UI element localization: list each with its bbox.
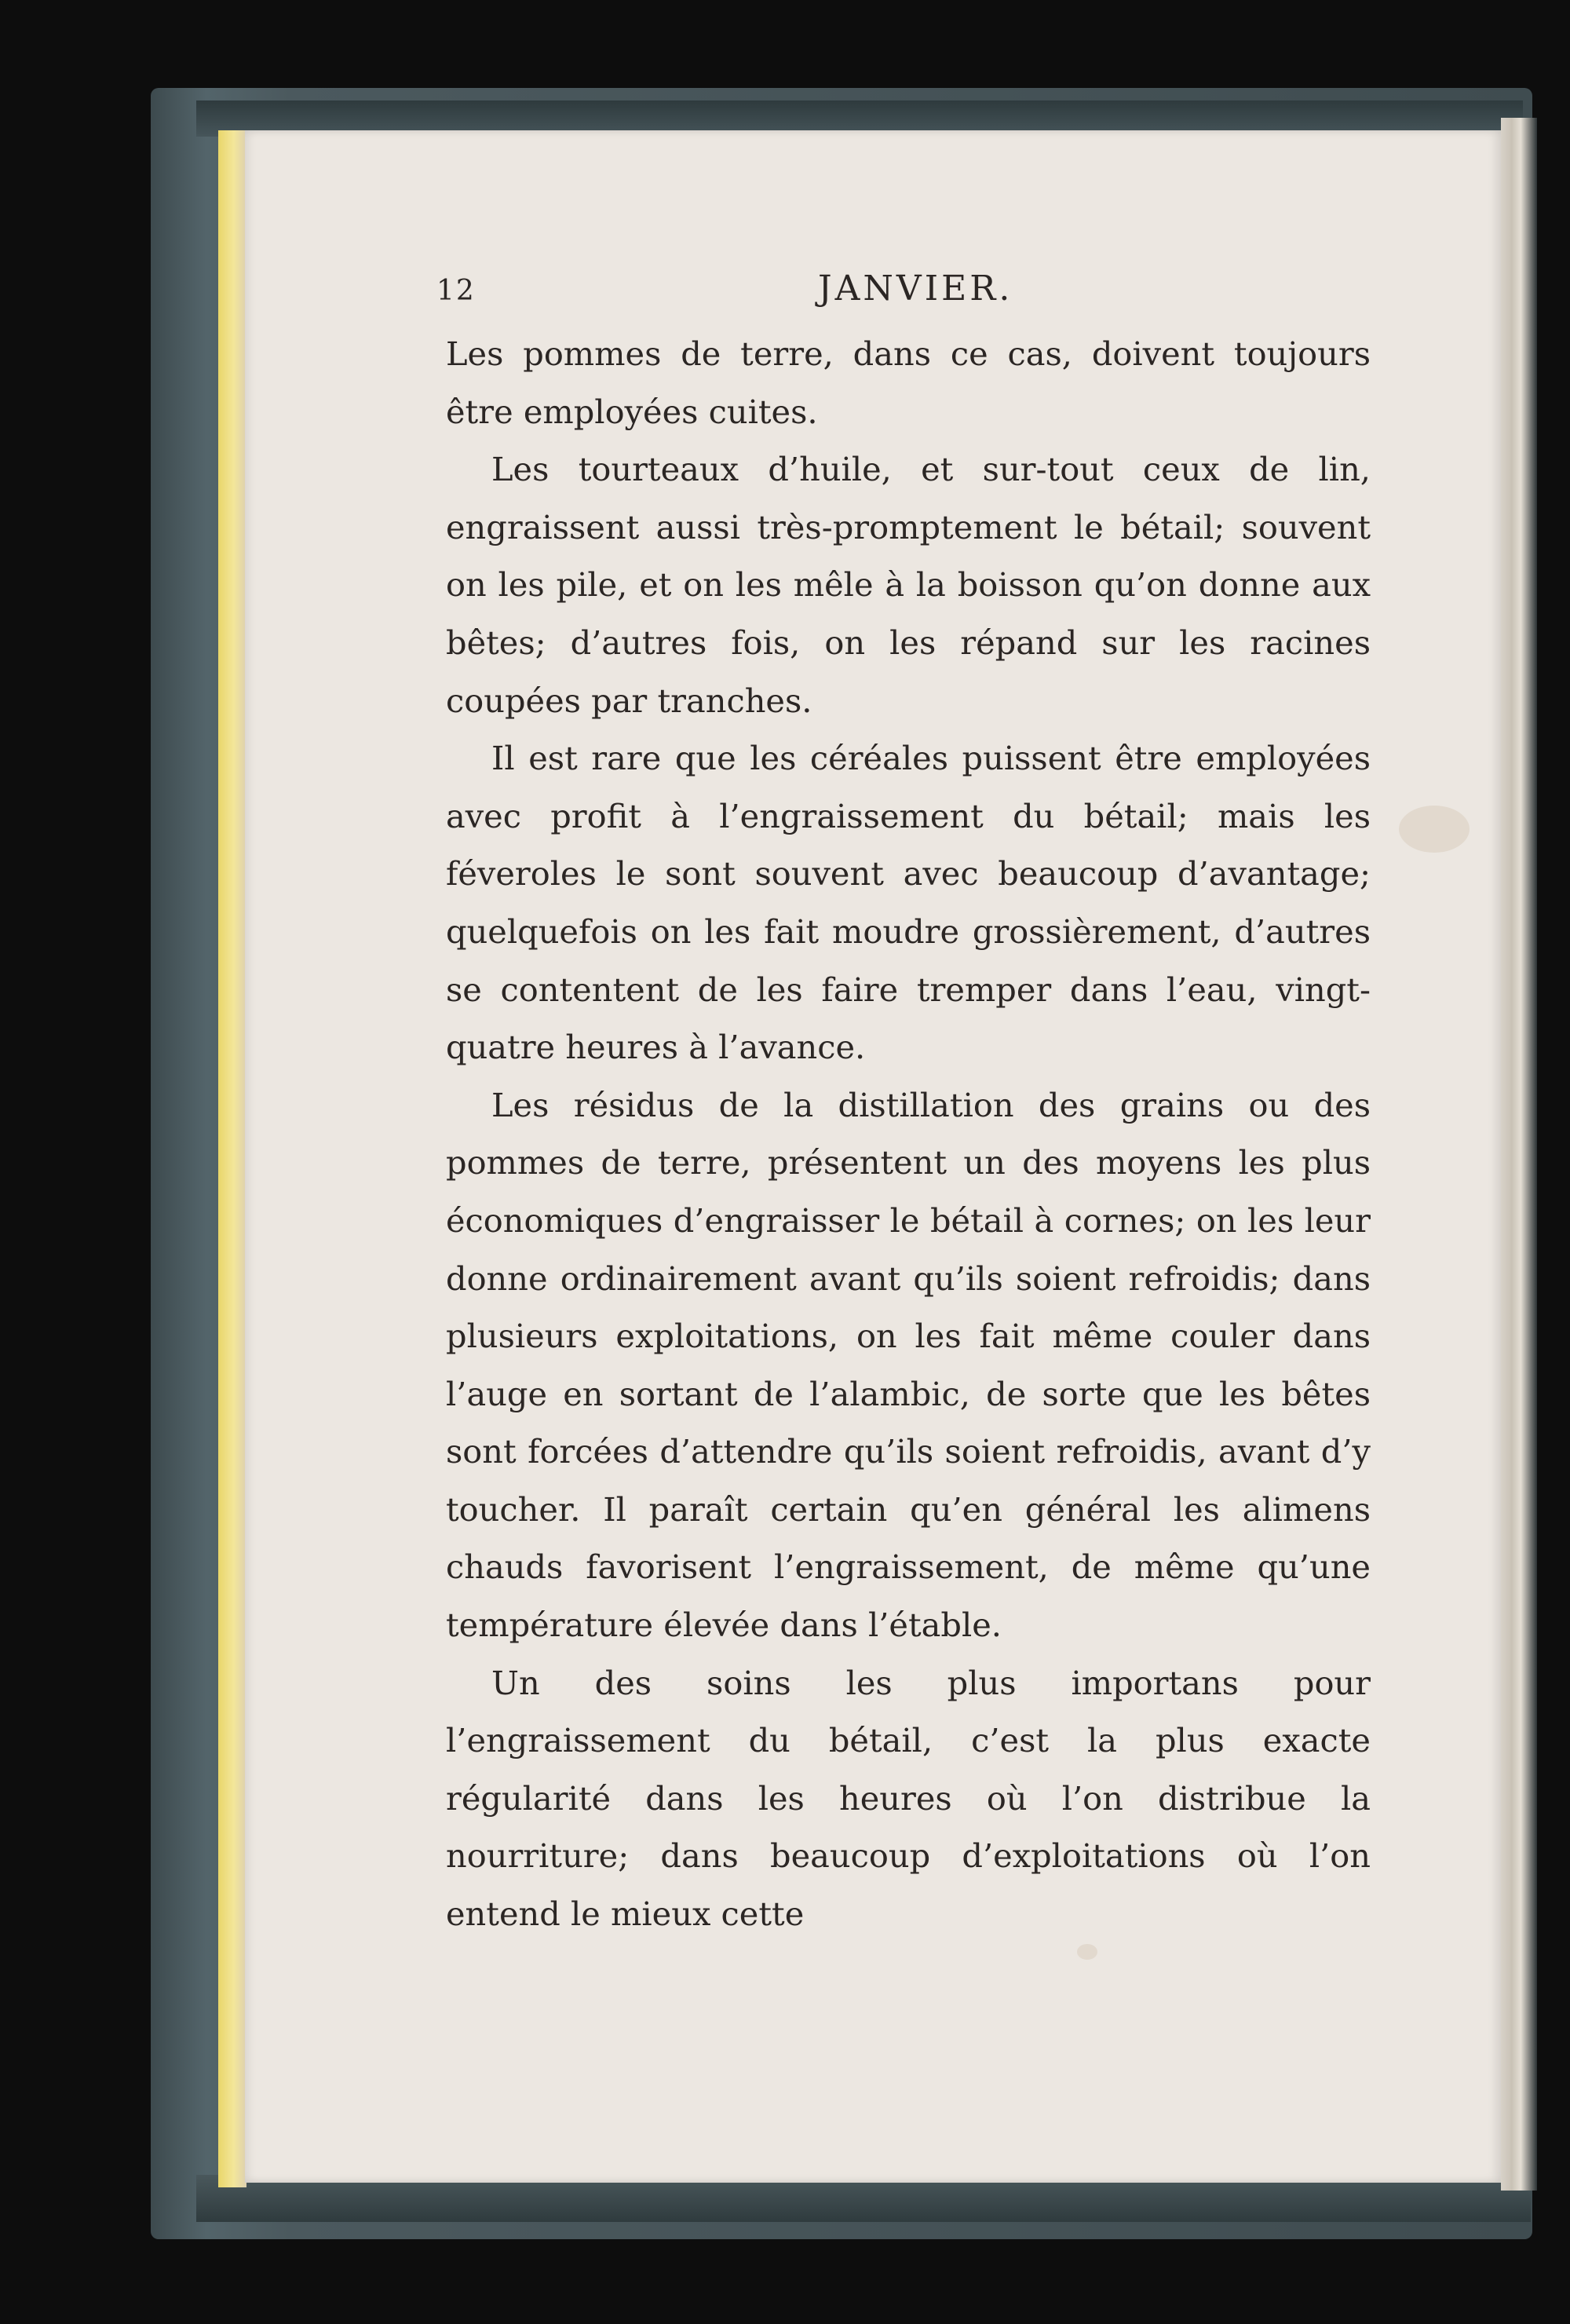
page-header: [436, 269, 1378, 316]
paragraph: Les pommes de terre, dans ce cas, doivent toujours être employées cuites.: [446, 334, 1371, 431]
gilt-page-edge: [218, 130, 246, 2187]
paper-stain: [1077, 1944, 1097, 1960]
paragraph: Il est rare que les céréales puissent être employées avec profit à l’engraissement du bétail; mais les féveroles le sont souvent avec beaucoup d’avantage; quelquefois on les fait moudre grossièrement, d’autres se contentent de les faire tremper dans l’eau, vingt-quatre heures à l’avance.: [446, 739, 1371, 1067]
running-title: JANVIER.: [818, 269, 1013, 309]
body-text: [446, 325, 1371, 1943]
paper-stain: [1399, 806, 1470, 853]
page-number: 12: [436, 275, 476, 307]
facing-page-edge: [1501, 118, 1537, 2191]
paragraph: Un des soins les plus importans pour l’engraissement du bétail, c’est la plus exacte régularité dans les heures où l’on distribue la nourriture; dans beaucoup d’exploitations où l’on entend le mieux cette: [446, 1663, 1371, 1934]
paragraph: Les tourteaux d’huile, et sur-tout ceux de lin, engraissent aussi très-promptement le bétail; souvent on les pile, et on les mêle à la boisson qu’on donne aux bêtes; d’autres fois, on les répand sur les racines coupées par tranches.: [446, 450, 1371, 720]
paragraph: Les résidus de la distillation des grains ou des pommes de terre, présentent un des moyens les plus économiques d’engraisser le bétail à cornes; on les leur donne ordinairement avant qu’ils soient refroidis; dans plusieurs exploitations, on les fait même couler dans l’auge en sortant de l’alambic, de sorte que les bêtes sont forcées d’attendre qu’ils soient refroidis, avant d’y toucher. Il paraît certain qu’en général les alimens chauds favorisent l’engraissement, de même qu’une température élevée dans l’étable.: [446, 1085, 1371, 1645]
